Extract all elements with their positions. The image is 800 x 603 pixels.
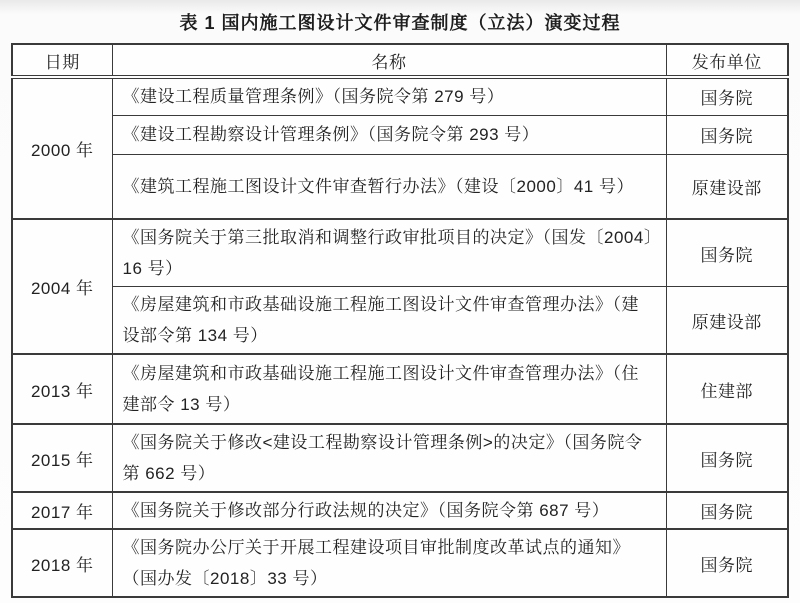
col-header-name: 名称 [112, 44, 666, 77]
publisher-cell: 国务院 [666, 77, 788, 115]
publisher-cell: 国务院 [666, 492, 788, 529]
regulation-name: 《国务院关于修改部分行政法规的决定》（国务院令第 687 号） [112, 492, 666, 529]
table-row [12, 115, 788, 154]
table-row [12, 424, 788, 492]
table-row [12, 287, 788, 355]
table-row [12, 154, 788, 219]
date-cell-2017: 2017 年 [12, 492, 112, 529]
date-cell-2015: 2015 年 [12, 424, 112, 492]
date-cell-2018: 2018 年 [12, 529, 112, 597]
table-row [12, 77, 788, 115]
regulation-name: 《建设工程质量管理条例》（国务院令第 279 号） [112, 77, 666, 115]
publisher-cell: 国务院 [666, 219, 788, 287]
table-row [12, 354, 788, 424]
date-cell-2004: 2004 年 [12, 219, 112, 354]
regulation-name: 《建筑工程施工图设计文件审查暂行办法》（建设〔2000〕41 号） [112, 154, 666, 219]
publisher-cell: 国务院 [666, 424, 788, 492]
table-row [12, 492, 788, 529]
table-title: 表 1 国内施工图设计文件审查制度（立法）演变过程 [179, 13, 621, 33]
regulation-name: 《国务院关于修改<建设工程勘察设计管理条例>的决定》（国务院令第 662 号） [112, 424, 666, 492]
regulation-name: 《房屋建筑和市政基础设施工程施工图设计文件审查管理办法》（住建部令 13 号） [112, 354, 666, 424]
header-row [12, 44, 788, 77]
publisher-cell: 住建部 [666, 354, 788, 424]
regulation-name: 《房屋建筑和市政基础设施工程施工图设计文件审查管理办法》（建设部令第 134 号） [112, 287, 666, 355]
date-cell-2000: 2000 年 [12, 77, 112, 219]
publisher-cell: 原建设部 [666, 287, 788, 355]
document-page [0, 9, 800, 603]
regulation-name: 《国务院关于第三批取消和调整行政审批项目的决定》（国发〔2004〕16 号） [112, 219, 666, 287]
col-header-date: 日期 [12, 44, 112, 77]
publisher-cell: 原建设部 [666, 154, 788, 219]
table-row [12, 529, 788, 597]
publisher-cell: 国务院 [666, 115, 788, 154]
regulation-name: 《建设工程勘察设计管理条例》（国务院令第 293 号） [112, 115, 666, 154]
publisher-cell: 国务院 [666, 529, 788, 597]
table-row [12, 219, 788, 287]
date-cell-2013: 2013 年 [12, 354, 112, 424]
regulation-evolution-table [11, 43, 789, 598]
regulation-name: 《国务院办公厅关于开展工程建设项目审批制度改革试点的通知》（国办发〔2018〕33 号） [112, 529, 666, 597]
col-header-publisher: 发布单位 [666, 44, 788, 77]
